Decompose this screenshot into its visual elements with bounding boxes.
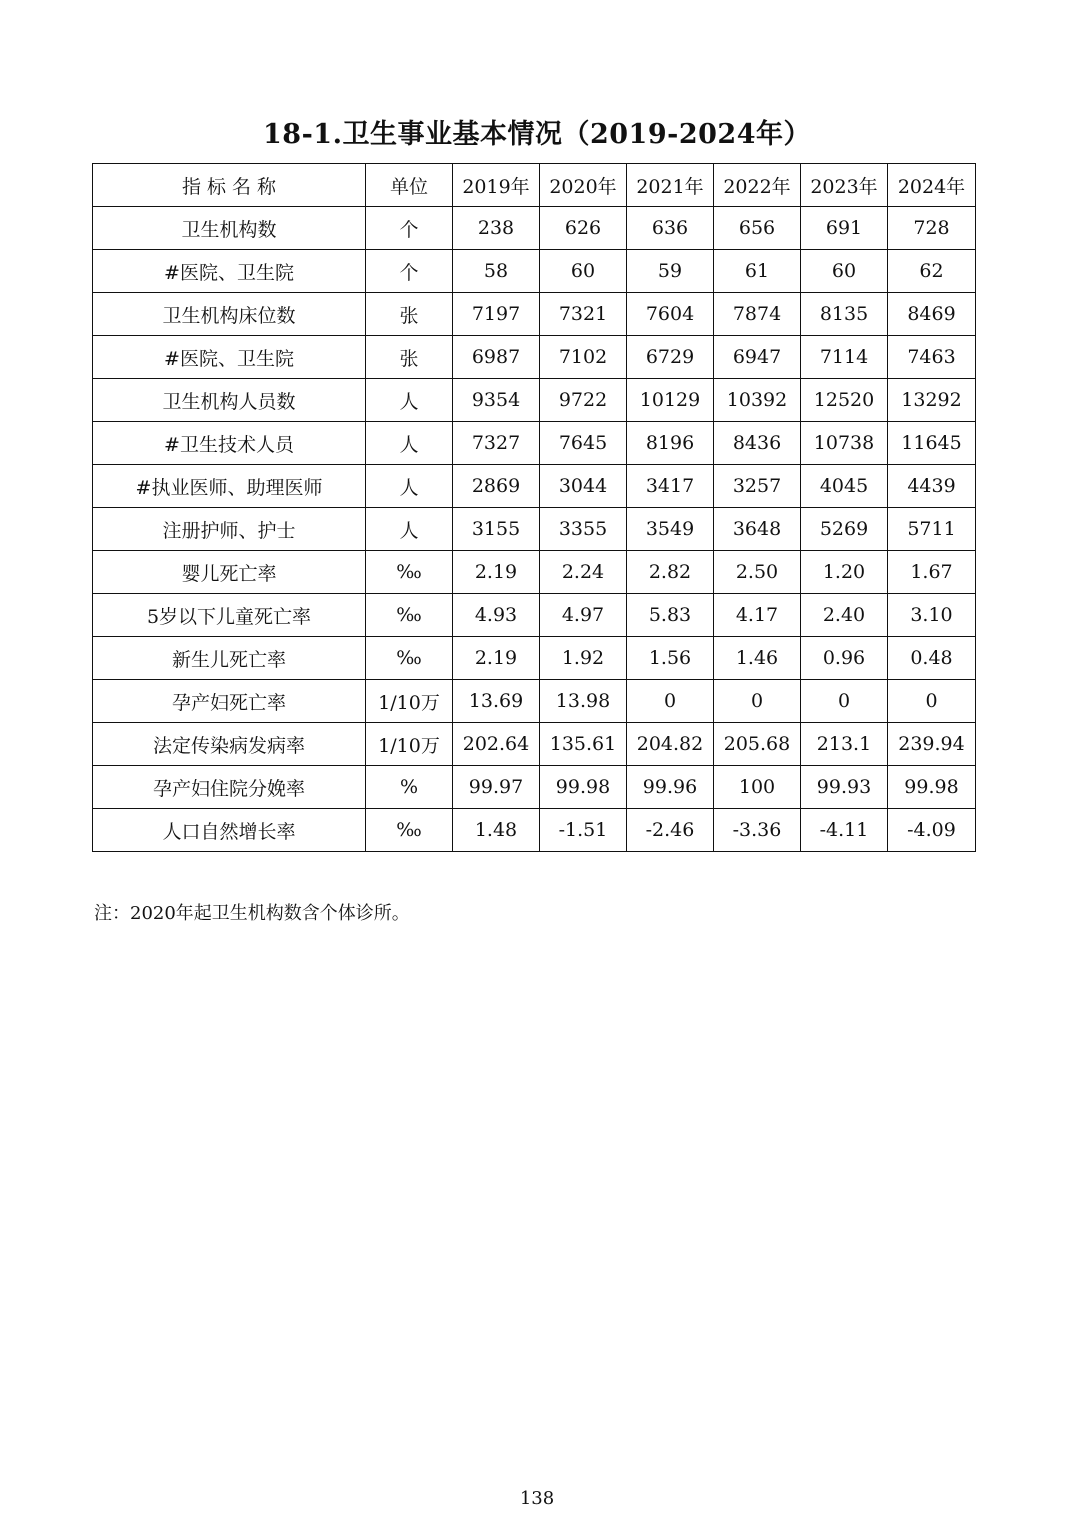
row-value-cell: 10392 [714, 379, 801, 422]
row-indicator-name: 卫生机构人员数 [93, 379, 366, 422]
row-value-cell: 656 [714, 207, 801, 250]
row-value-cell: 3257 [714, 465, 801, 508]
row-value-cell: 1.67 [888, 551, 976, 594]
row-value-cell: -1.51 [540, 809, 627, 852]
row-value-cell: 5.83 [627, 594, 714, 637]
row-unit: 人 [366, 379, 453, 422]
row-value-cell: 3155 [453, 508, 540, 551]
table-row [93, 293, 976, 336]
table-row [93, 207, 976, 250]
row-value-cell: 238 [453, 207, 540, 250]
row-indicator-name: 法定传染病发病率 [93, 723, 366, 766]
row-value-cell: 10129 [627, 379, 714, 422]
row-value-cell: 3549 [627, 508, 714, 551]
row-value-cell: 1.92 [540, 637, 627, 680]
row-value-cell: -2.46 [627, 809, 714, 852]
row-value-cell: 7321 [540, 293, 627, 336]
row-value-cell: 4.93 [453, 594, 540, 637]
row-value-cell: 7114 [801, 336, 888, 379]
row-value-cell: 7197 [453, 293, 540, 336]
table-row [93, 379, 976, 422]
header-year-2022: 2022年 [714, 164, 801, 207]
row-value-cell: 7604 [627, 293, 714, 336]
row-unit: 1/10万 [366, 680, 453, 723]
row-value-cell: 99.97 [453, 766, 540, 809]
row-indicator-name: #卫生技术人员 [93, 422, 366, 465]
row-value-cell: 7327 [453, 422, 540, 465]
row-value-cell: 8436 [714, 422, 801, 465]
row-value-cell: 728 [888, 207, 976, 250]
table-row [93, 508, 976, 551]
row-value-cell: 2.40 [801, 594, 888, 637]
table-row [93, 637, 976, 680]
row-value-cell: 239.94 [888, 723, 976, 766]
row-value-cell: 59 [627, 250, 714, 293]
row-value-cell: 2.19 [453, 637, 540, 680]
table-row [93, 465, 976, 508]
row-value-cell: 2.50 [714, 551, 801, 594]
row-value-cell: 1.20 [801, 551, 888, 594]
row-value-cell: 0.96 [801, 637, 888, 680]
row-value-cell: 6987 [453, 336, 540, 379]
row-unit: 张 [366, 336, 453, 379]
row-indicator-name: 人口自然增长率 [93, 809, 366, 852]
row-value-cell: 1.46 [714, 637, 801, 680]
row-value-cell: 3417 [627, 465, 714, 508]
table-row [93, 766, 976, 809]
row-value-cell: 7463 [888, 336, 976, 379]
row-value-cell: 6729 [627, 336, 714, 379]
row-value-cell: 3355 [540, 508, 627, 551]
row-value-cell: 58 [453, 250, 540, 293]
row-indicator-name: #医院、卫生院 [93, 336, 366, 379]
row-value-cell: 11645 [888, 422, 976, 465]
row-value-cell: -4.09 [888, 809, 976, 852]
row-indicator-name: #医院、卫生院 [93, 250, 366, 293]
row-value-cell: 60 [540, 250, 627, 293]
row-indicator-name: 5岁以下儿童死亡率 [93, 594, 366, 637]
row-indicator-name: 卫生机构床位数 [93, 293, 366, 336]
row-value-cell: 135.61 [540, 723, 627, 766]
table-title: 18-1.卫生事业基本情况（2019-2024年） [263, 119, 811, 150]
row-unit: 人 [366, 508, 453, 551]
row-value-cell: 0.48 [888, 637, 976, 680]
row-unit: ‰ [366, 809, 453, 852]
table-row [93, 422, 976, 465]
health-statistics-table [92, 163, 976, 852]
row-value-cell: 62 [888, 250, 976, 293]
row-value-cell: 213.1 [801, 723, 888, 766]
header-indicator-name: 指 标 名 称 [93, 164, 366, 207]
header-year-2024: 2024年 [888, 164, 976, 207]
row-indicator-name: 婴儿死亡率 [93, 551, 366, 594]
row-value-cell: 1.48 [453, 809, 540, 852]
row-value-cell: 2.82 [627, 551, 714, 594]
row-indicator-name: 注册护师、护士 [93, 508, 366, 551]
row-value-cell: 3648 [714, 508, 801, 551]
row-unit: 人 [366, 422, 453, 465]
row-value-cell: 1.56 [627, 637, 714, 680]
row-value-cell: 13.69 [453, 680, 540, 723]
row-value-cell: 4045 [801, 465, 888, 508]
row-value-cell: 61 [714, 250, 801, 293]
table-row [93, 809, 976, 852]
row-value-cell: 12520 [801, 379, 888, 422]
row-value-cell: 9354 [453, 379, 540, 422]
row-value-cell: 626 [540, 207, 627, 250]
header-year-2023: 2023年 [801, 164, 888, 207]
row-value-cell: -4.11 [801, 809, 888, 852]
row-value-cell: 13.98 [540, 680, 627, 723]
row-value-cell: 0 [714, 680, 801, 723]
row-value-cell: 0 [627, 680, 714, 723]
row-indicator-name: 孕产妇住院分娩率 [93, 766, 366, 809]
row-value-cell: 0 [888, 680, 976, 723]
row-value-cell: 6947 [714, 336, 801, 379]
row-value-cell: 5269 [801, 508, 888, 551]
row-value-cell: 9722 [540, 379, 627, 422]
header-year-2021: 2021年 [627, 164, 714, 207]
header-unit: 单位 [366, 164, 453, 207]
row-value-cell: 3044 [540, 465, 627, 508]
row-value-cell: 99.93 [801, 766, 888, 809]
row-indicator-name: 卫生机构数 [93, 207, 366, 250]
table-row [93, 594, 976, 637]
row-value-cell: 8469 [888, 293, 976, 336]
row-value-cell: 7874 [714, 293, 801, 336]
header-year-2020: 2020年 [540, 164, 627, 207]
row-value-cell: 99.98 [540, 766, 627, 809]
table-row [93, 336, 976, 379]
row-unit: 1/10万 [366, 723, 453, 766]
row-value-cell: 2.24 [540, 551, 627, 594]
table-row [93, 680, 976, 723]
row-value-cell: 2869 [453, 465, 540, 508]
row-value-cell: 10738 [801, 422, 888, 465]
row-indicator-name: #执业医师、助理医师 [93, 465, 366, 508]
row-value-cell: 99.96 [627, 766, 714, 809]
row-value-cell: 4.17 [714, 594, 801, 637]
row-value-cell: 3.10 [888, 594, 976, 637]
row-value-cell: 0 [801, 680, 888, 723]
row-value-cell: 8135 [801, 293, 888, 336]
table-header-row [93, 164, 976, 207]
row-unit: 人 [366, 465, 453, 508]
table-row [93, 250, 976, 293]
row-value-cell: 13292 [888, 379, 976, 422]
row-value-cell: 8196 [627, 422, 714, 465]
row-indicator-name: 孕产妇死亡率 [93, 680, 366, 723]
row-value-cell: 4.97 [540, 594, 627, 637]
table-footnote: 注：2020年起卫生机构数含个体诊所。 [94, 903, 410, 924]
row-value-cell: 204.82 [627, 723, 714, 766]
row-value-cell: -3.36 [714, 809, 801, 852]
row-value-cell: 7645 [540, 422, 627, 465]
row-value-cell: 205.68 [714, 723, 801, 766]
row-value-cell: 691 [801, 207, 888, 250]
table-row [93, 723, 976, 766]
row-value-cell: 2.19 [453, 551, 540, 594]
page-number: 138 [519, 1488, 555, 1509]
row-value-cell: 99.98 [888, 766, 976, 809]
table-row [93, 551, 976, 594]
row-value-cell: 202.64 [453, 723, 540, 766]
row-unit: ‰ [366, 637, 453, 680]
row-value-cell: 60 [801, 250, 888, 293]
row-unit: 个 [366, 250, 453, 293]
row-unit: % [366, 766, 453, 809]
row-unit: ‰ [366, 594, 453, 637]
header-year-2019: 2019年 [453, 164, 540, 207]
row-value-cell: 5711 [888, 508, 976, 551]
row-unit: ‰ [366, 551, 453, 594]
row-value-cell: 100 [714, 766, 801, 809]
row-value-cell: 636 [627, 207, 714, 250]
row-unit: 张 [366, 293, 453, 336]
row-indicator-name: 新生儿死亡率 [93, 637, 366, 680]
row-unit: 个 [366, 207, 453, 250]
row-value-cell: 7102 [540, 336, 627, 379]
row-value-cell: 4439 [888, 465, 976, 508]
